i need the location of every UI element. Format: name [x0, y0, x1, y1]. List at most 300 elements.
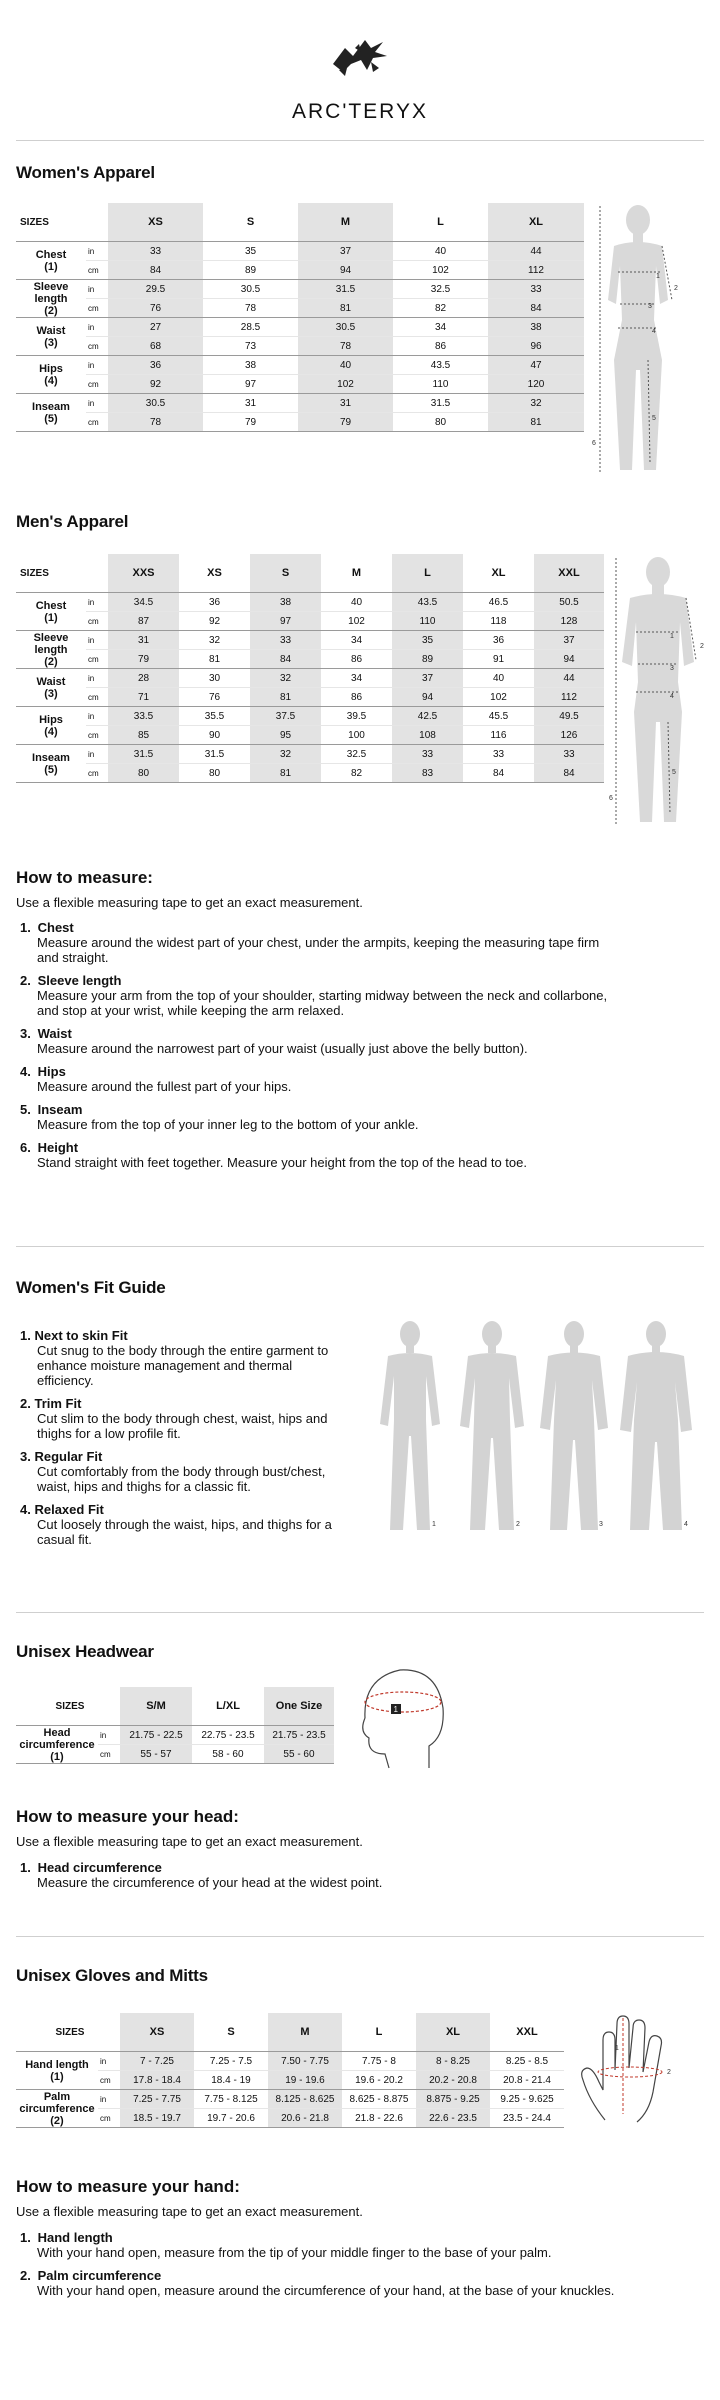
table-cell: 68 [108, 337, 203, 356]
list-item-description: Measure around the widest part of your chest, under the armpits, keeping the measuring tape firm and straight. [37, 935, 600, 965]
table-cell: 20.8 - 21.4 [490, 2071, 564, 2090]
table-cell: 118 [463, 612, 534, 631]
table-cell: 32 [250, 745, 321, 764]
hand-measure-list [20, 2230, 640, 2306]
size-header: M [268, 2013, 342, 2052]
fit-figure-1-icon [380, 1321, 440, 1530]
sizes-label: SIZES [16, 2013, 120, 2052]
table-cell: 100 [321, 726, 392, 745]
table-cell: 38 [250, 593, 321, 612]
list-item [20, 1102, 620, 1132]
table-cell: 20.6 - 21.8 [268, 2109, 342, 2128]
table-row [16, 2071, 564, 2090]
list-item-number: 2. [20, 1396, 31, 1411]
list-item-description: Cut comfortably from the body through bust/chest, waist, hips and thighs for a classic fit. [37, 1464, 326, 1494]
table-cell: 85 [108, 726, 179, 745]
table-cell: 94 [392, 688, 463, 707]
table-row [16, 2109, 564, 2128]
unit-label: in [86, 280, 108, 299]
fit-figure-label: 3 [599, 1521, 603, 1528]
measure-instructions-list [20, 920, 620, 1178]
table-cell: 8.625 - 8.875 [342, 2090, 416, 2109]
table-cell: 81 [250, 688, 321, 707]
table-cell: 80 [179, 764, 250, 783]
list-item-description: Measure the circumference of your head at the widest point. [37, 1875, 383, 1890]
table-cell: 80 [108, 764, 179, 783]
list-item-number: 3. [20, 1449, 31, 1464]
fit-figure-label: 2 [516, 1521, 520, 1528]
unit-label: in [98, 2052, 120, 2071]
table-cell: 81 [488, 413, 584, 432]
size-header: L [393, 203, 488, 242]
table-cell: 94 [298, 261, 393, 280]
list-item [20, 1396, 350, 1441]
table-cell: 84 [463, 764, 534, 783]
list-item [20, 1860, 620, 1890]
table-cell: 31 [108, 631, 179, 650]
list-item-heading [20, 1860, 620, 1875]
table-row [16, 280, 584, 299]
list-item-number: 3. [20, 1026, 31, 1041]
row-label-cell [16, 394, 86, 432]
table-cell: 78 [108, 413, 203, 432]
unit-label: cm [98, 2109, 120, 2128]
size-header: XXS [108, 554, 179, 593]
list-item-description: Measure your arm from the top of your shoulder, starting midway between the neck and collarbone, and stop at your wrist, while keeping the arm relaxed. [37, 988, 608, 1018]
mens-apparel-title: Men's Apparel [16, 512, 129, 531]
list-item-title: Trim Fit [34, 1396, 82, 1411]
table-cell: 28.5 [203, 318, 298, 337]
unit-label: in [98, 2090, 120, 2109]
row-label: Head circumference [19, 1726, 95, 1751]
list-item [20, 2230, 640, 2260]
table-cell: 80 [393, 413, 488, 432]
table-cell: 55 - 60 [264, 1745, 334, 1764]
list-item [20, 1140, 620, 1170]
table-cell: 82 [321, 764, 392, 783]
row-number: (3) [44, 687, 58, 700]
unit-label: in [98, 1726, 120, 1745]
table-cell: 79 [298, 413, 393, 432]
table-cell: 23.5 - 24.4 [490, 2109, 564, 2128]
male-silhouette-icon [622, 557, 694, 822]
table-cell: 102 [321, 612, 392, 631]
row-number: (4) [44, 374, 58, 387]
table-row [16, 688, 604, 707]
unit-label: in [86, 631, 108, 650]
table-cell: 81 [250, 764, 321, 783]
size-header: XS [179, 554, 250, 593]
table-cell: 84 [250, 650, 321, 669]
row-label-cell [16, 2052, 98, 2090]
mens-size-table [16, 554, 604, 783]
fit-figure-2-icon [460, 1321, 524, 1530]
fit-figures [370, 1320, 705, 1545]
table-cell: 30.5 [298, 318, 393, 337]
table-cell: 33 [463, 745, 534, 764]
row-label: Hand length [25, 2058, 89, 2071]
row-label: Inseam [32, 400, 70, 413]
table-cell: 35 [392, 631, 463, 650]
table-cell: 37 [298, 242, 393, 261]
row-number: (2) [44, 304, 58, 317]
table-cell: 112 [534, 688, 604, 707]
table-cell: 21.75 - 22.5 [120, 1726, 192, 1745]
table-cell: 71 [108, 688, 179, 707]
table-cell: 7.50 - 7.75 [268, 2052, 342, 2071]
row-number: (1) [44, 611, 58, 624]
table-cell: 76 [179, 688, 250, 707]
list-item [20, 1502, 350, 1547]
unit-label: in [86, 394, 108, 413]
table-cell: 19 - 19.6 [268, 2071, 342, 2090]
list-item-title: Head circumference [37, 1860, 162, 1875]
table-cell: 110 [393, 375, 488, 394]
table-cell: 128 [534, 612, 604, 631]
table-cell: 21.8 - 22.6 [342, 2109, 416, 2128]
unit-label: cm [86, 650, 108, 669]
table-cell: 33 [392, 745, 463, 764]
table-cell: 33.5 [108, 707, 179, 726]
table-cell: 49.5 [534, 707, 604, 726]
table-row [16, 356, 584, 375]
row-number: (2) [44, 655, 58, 668]
size-header: XL [463, 554, 534, 593]
table-cell: 22.6 - 23.5 [416, 2109, 490, 2128]
unit-label: cm [98, 2071, 120, 2090]
table-cell: 91 [463, 650, 534, 669]
table-cell: 102 [298, 375, 393, 394]
figure-marker: 1 [393, 1705, 398, 1714]
size-header: L [392, 554, 463, 593]
figure-marker: 5 [652, 415, 656, 422]
table-cell: 55 - 57 [120, 1745, 192, 1764]
womens-size-table [16, 203, 584, 432]
how-to-measure-intro: Use a flexible measuring tape to get an exact measurement. [16, 895, 363, 910]
list-item-description: Stand straight with feet together. Measure your height from the top of the head to toe. [37, 1155, 527, 1170]
brand-wordmark: ARC'TERYX [292, 100, 428, 123]
list-item-description: With your hand open, measure from the tip of your middle finger to the base of your palm. [37, 2245, 552, 2260]
table-cell: 42.5 [392, 707, 463, 726]
table-cell: 83 [392, 764, 463, 783]
list-item-heading [20, 2230, 640, 2245]
row-label: Palm circumference [19, 2090, 95, 2115]
list-item-heading [20, 1102, 620, 1117]
list-item-description: Measure around the fullest part of your hips. [37, 1079, 292, 1094]
row-label: Chest [35, 248, 67, 261]
fit-figure-3-icon [540, 1321, 608, 1530]
table-cell: 87 [108, 612, 179, 631]
female-silhouette-icon [608, 205, 668, 470]
table-cell: 33 [488, 280, 584, 299]
row-number: (4) [44, 725, 58, 738]
unit-label: cm [86, 337, 108, 356]
figure-marker: 2 [700, 643, 704, 650]
row-label: Waist [36, 675, 66, 688]
table-cell: 40 [298, 356, 393, 375]
table-cell: 29.5 [108, 280, 203, 299]
list-item-title: Waist [37, 1026, 72, 1041]
list-item-heading [20, 973, 620, 988]
table-row [16, 631, 604, 650]
row-label-cell [16, 318, 86, 356]
figure-marker: 3 [670, 665, 674, 672]
table-cell: 96 [488, 337, 584, 356]
figure-marker: 1 [615, 2045, 619, 2052]
figure-marker: 4 [670, 693, 674, 700]
sizes-label: SIZES [16, 203, 108, 242]
table-cell: 120 [488, 375, 584, 394]
list-item-title: Regular Fit [34, 1449, 103, 1464]
size-header: S [203, 203, 298, 242]
headwear-size-table [16, 1687, 334, 1764]
table-cell: 33 [108, 242, 203, 261]
table-cell: 8.875 - 9.25 [416, 2090, 490, 2109]
list-item-title: Palm circumference [37, 2268, 162, 2283]
table-cell: 32 [179, 631, 250, 650]
list-item-number: 1. [20, 920, 31, 935]
hand-measure-intro: Use a flexible measuring tape to get an exact measurement. [16, 2204, 363, 2219]
figure-marker: 2 [667, 2069, 671, 2076]
list-item [20, 973, 620, 1018]
list-item-number: 1. [20, 1860, 31, 1875]
list-item-title: Hand length [37, 2230, 113, 2245]
hand-figure [575, 2010, 705, 2130]
table-cell: 40 [463, 669, 534, 688]
table-cell: 86 [321, 650, 392, 669]
table-row [16, 650, 604, 669]
size-header: One Size [264, 1687, 334, 1726]
table-cell: 78 [298, 337, 393, 356]
unit-label: cm [86, 612, 108, 631]
head-measure-title: How to measure your head: [16, 1807, 239, 1826]
mens-body-figure [610, 552, 715, 842]
size-header: L [342, 2013, 416, 2052]
row-label: Chest [35, 599, 67, 612]
size-header: S [250, 554, 321, 593]
table-cell: 45.5 [463, 707, 534, 726]
table-cell: 18.5 - 19.7 [120, 2109, 194, 2128]
size-header: L/XL [192, 1687, 264, 1726]
row-label-cell [16, 593, 86, 631]
table-cell: 92 [179, 612, 250, 631]
list-item-heading [20, 1064, 620, 1079]
table-row [16, 318, 584, 337]
fit-figure-label: 1 [432, 1521, 436, 1528]
head-figure [345, 1658, 455, 1773]
table-cell: 38 [203, 356, 298, 375]
divider [16, 140, 704, 141]
table-cell: 21.75 - 23.5 [264, 1726, 334, 1745]
table-cell: 34 [321, 669, 392, 688]
figure-marker: 2 [674, 285, 678, 292]
list-item-title: Relaxed Fit [34, 1502, 104, 1517]
table-cell: 7.25 - 7.5 [194, 2052, 268, 2071]
table-cell: 81 [298, 299, 393, 318]
table-cell: 17.8 - 18.4 [120, 2071, 194, 2090]
row-label-cell [16, 280, 86, 318]
row-label-cell [16, 669, 86, 707]
table-cell: 32.5 [321, 745, 392, 764]
table-cell: 7 - 7.25 [120, 2052, 194, 2071]
list-item-description: With your hand open, measure around the circumference of your hand, at the base of your knuckles. [37, 2283, 615, 2298]
list-item-number: 2. [20, 2268, 31, 2283]
figure-marker: 5 [672, 769, 676, 776]
unit-label: cm [86, 261, 108, 280]
list-item-number: 2. [20, 973, 31, 988]
fit-guide-list [20, 1328, 350, 1555]
unit-label: in [86, 593, 108, 612]
table-row [16, 299, 584, 318]
table-cell: 31.5 [298, 280, 393, 299]
table-cell: 7.25 - 7.75 [120, 2090, 194, 2109]
fit-guide-title: Women's Fit Guide [16, 1278, 166, 1297]
table-cell: 9.25 - 9.625 [490, 2090, 564, 2109]
table-cell: 31.5 [108, 745, 179, 764]
table-cell: 97 [250, 612, 321, 631]
figure-marker: 1 [670, 633, 674, 640]
table-cell: 116 [463, 726, 534, 745]
table-row [16, 669, 604, 688]
size-header: M [321, 554, 392, 593]
table-cell: 8.25 - 8.5 [490, 2052, 564, 2071]
list-item-number: 6. [20, 1140, 31, 1155]
size-header: M [298, 203, 393, 242]
hand-measure-title: How to measure your hand: [16, 2177, 240, 2196]
table-row [16, 707, 604, 726]
divider [16, 1246, 704, 1247]
table-cell: 27 [108, 318, 203, 337]
table-cell: 126 [534, 726, 604, 745]
table-cell: 43.5 [392, 593, 463, 612]
womens-body-figure [590, 200, 705, 490]
table-cell: 31.5 [393, 394, 488, 413]
unit-label: cm [86, 726, 108, 745]
table-row [16, 242, 584, 261]
figure-marker: 6 [609, 795, 613, 802]
size-header: XS [120, 2013, 194, 2052]
table-cell: 19.7 - 20.6 [194, 2109, 268, 2128]
table-cell: 33 [250, 631, 321, 650]
table-cell: 34.5 [108, 593, 179, 612]
row-label-cell [16, 356, 86, 394]
table-cell: 82 [393, 299, 488, 318]
table-cell: 37.5 [250, 707, 321, 726]
table-row [16, 745, 604, 764]
list-item-number: 4. [20, 1502, 31, 1517]
table-cell: 22.75 - 23.5 [192, 1726, 264, 1745]
table-cell: 90 [179, 726, 250, 745]
table-row [16, 375, 584, 394]
table-cell: 86 [321, 688, 392, 707]
table-cell: 86 [393, 337, 488, 356]
list-item [20, 2268, 640, 2298]
list-item [20, 1449, 350, 1494]
womens-apparel-title: Women's Apparel [16, 163, 155, 182]
table-cell: 8 - 8.25 [416, 2052, 490, 2071]
list-item-title: Hips [37, 1064, 66, 1079]
table-cell: 32 [250, 669, 321, 688]
unit-label: cm [86, 375, 108, 394]
row-number: (2) [50, 2114, 64, 2127]
list-item-heading [20, 1328, 350, 1343]
table-cell: 40 [393, 242, 488, 261]
size-header: XXL [534, 554, 604, 593]
unit-label: in [86, 707, 108, 726]
table-cell: 102 [463, 688, 534, 707]
table-cell: 32.5 [393, 280, 488, 299]
table-cell: 19.6 - 20.2 [342, 2071, 416, 2090]
table-cell: 112 [488, 261, 584, 280]
table-cell: 33 [534, 745, 604, 764]
list-item-heading [20, 1026, 620, 1041]
table-cell: 44 [534, 669, 604, 688]
table-cell: 110 [392, 612, 463, 631]
figure-marker: 6 [592, 440, 596, 447]
table-cell: 95 [250, 726, 321, 745]
divider [16, 1612, 704, 1613]
row-number: (5) [44, 412, 58, 425]
row-label: Waist [36, 324, 66, 337]
table-cell: 35.5 [179, 707, 250, 726]
list-item-description: Cut snug to the body through the entire garment to enhance moisture management and thermal efficiency. [37, 1343, 329, 1388]
table-cell: 34 [321, 631, 392, 650]
list-item-title: Inseam [37, 1102, 83, 1117]
list-item-description: Measure around the narrowest part of your waist (usually just above the belly button). [37, 1041, 528, 1056]
table-row [16, 2090, 564, 2109]
table-cell: 94 [534, 650, 604, 669]
unit-label: in [86, 745, 108, 764]
list-item-number: 1. [20, 1328, 31, 1343]
table-cell: 39.5 [321, 707, 392, 726]
divider [16, 1936, 704, 1937]
unit-label: cm [98, 1745, 120, 1764]
table-cell: 30 [179, 669, 250, 688]
table-cell: 8.125 - 8.625 [268, 2090, 342, 2109]
unit-label: cm [86, 688, 108, 707]
table-cell: 37 [392, 669, 463, 688]
table-cell: 81 [179, 650, 250, 669]
table-cell: 84 [108, 261, 203, 280]
row-number: (5) [44, 763, 58, 776]
table-row [16, 337, 584, 356]
table-cell: 89 [203, 261, 298, 280]
size-header: S/M [120, 1687, 192, 1726]
table-row [16, 261, 584, 280]
row-number: (1) [50, 2070, 64, 2083]
head-measure-intro: Use a flexible measuring tape to get an exact measurement. [16, 1834, 363, 1849]
table-cell: 44 [488, 242, 584, 261]
head-profile-icon [363, 1670, 443, 1768]
list-item-heading [20, 1140, 620, 1155]
table-cell: 89 [392, 650, 463, 669]
list-item-heading [20, 1396, 350, 1411]
gloves-size-table [16, 2013, 564, 2128]
table-row [16, 764, 604, 783]
unit-label: in [86, 242, 108, 261]
table-cell: 18.4 - 19 [194, 2071, 268, 2090]
row-label-cell [16, 631, 86, 669]
list-item-description: Cut loosely through the waist, hips, and thighs for a casual fit. [37, 1517, 332, 1547]
headwear-title: Unisex Headwear [16, 1642, 154, 1661]
how-to-measure-title: How to measure: [16, 868, 153, 887]
unit-label: in [86, 669, 108, 688]
table-cell: 92 [108, 375, 203, 394]
figure-marker: 1 [656, 273, 660, 280]
table-cell: 47 [488, 356, 584, 375]
table-cell: 102 [393, 261, 488, 280]
table-cell: 78 [203, 299, 298, 318]
